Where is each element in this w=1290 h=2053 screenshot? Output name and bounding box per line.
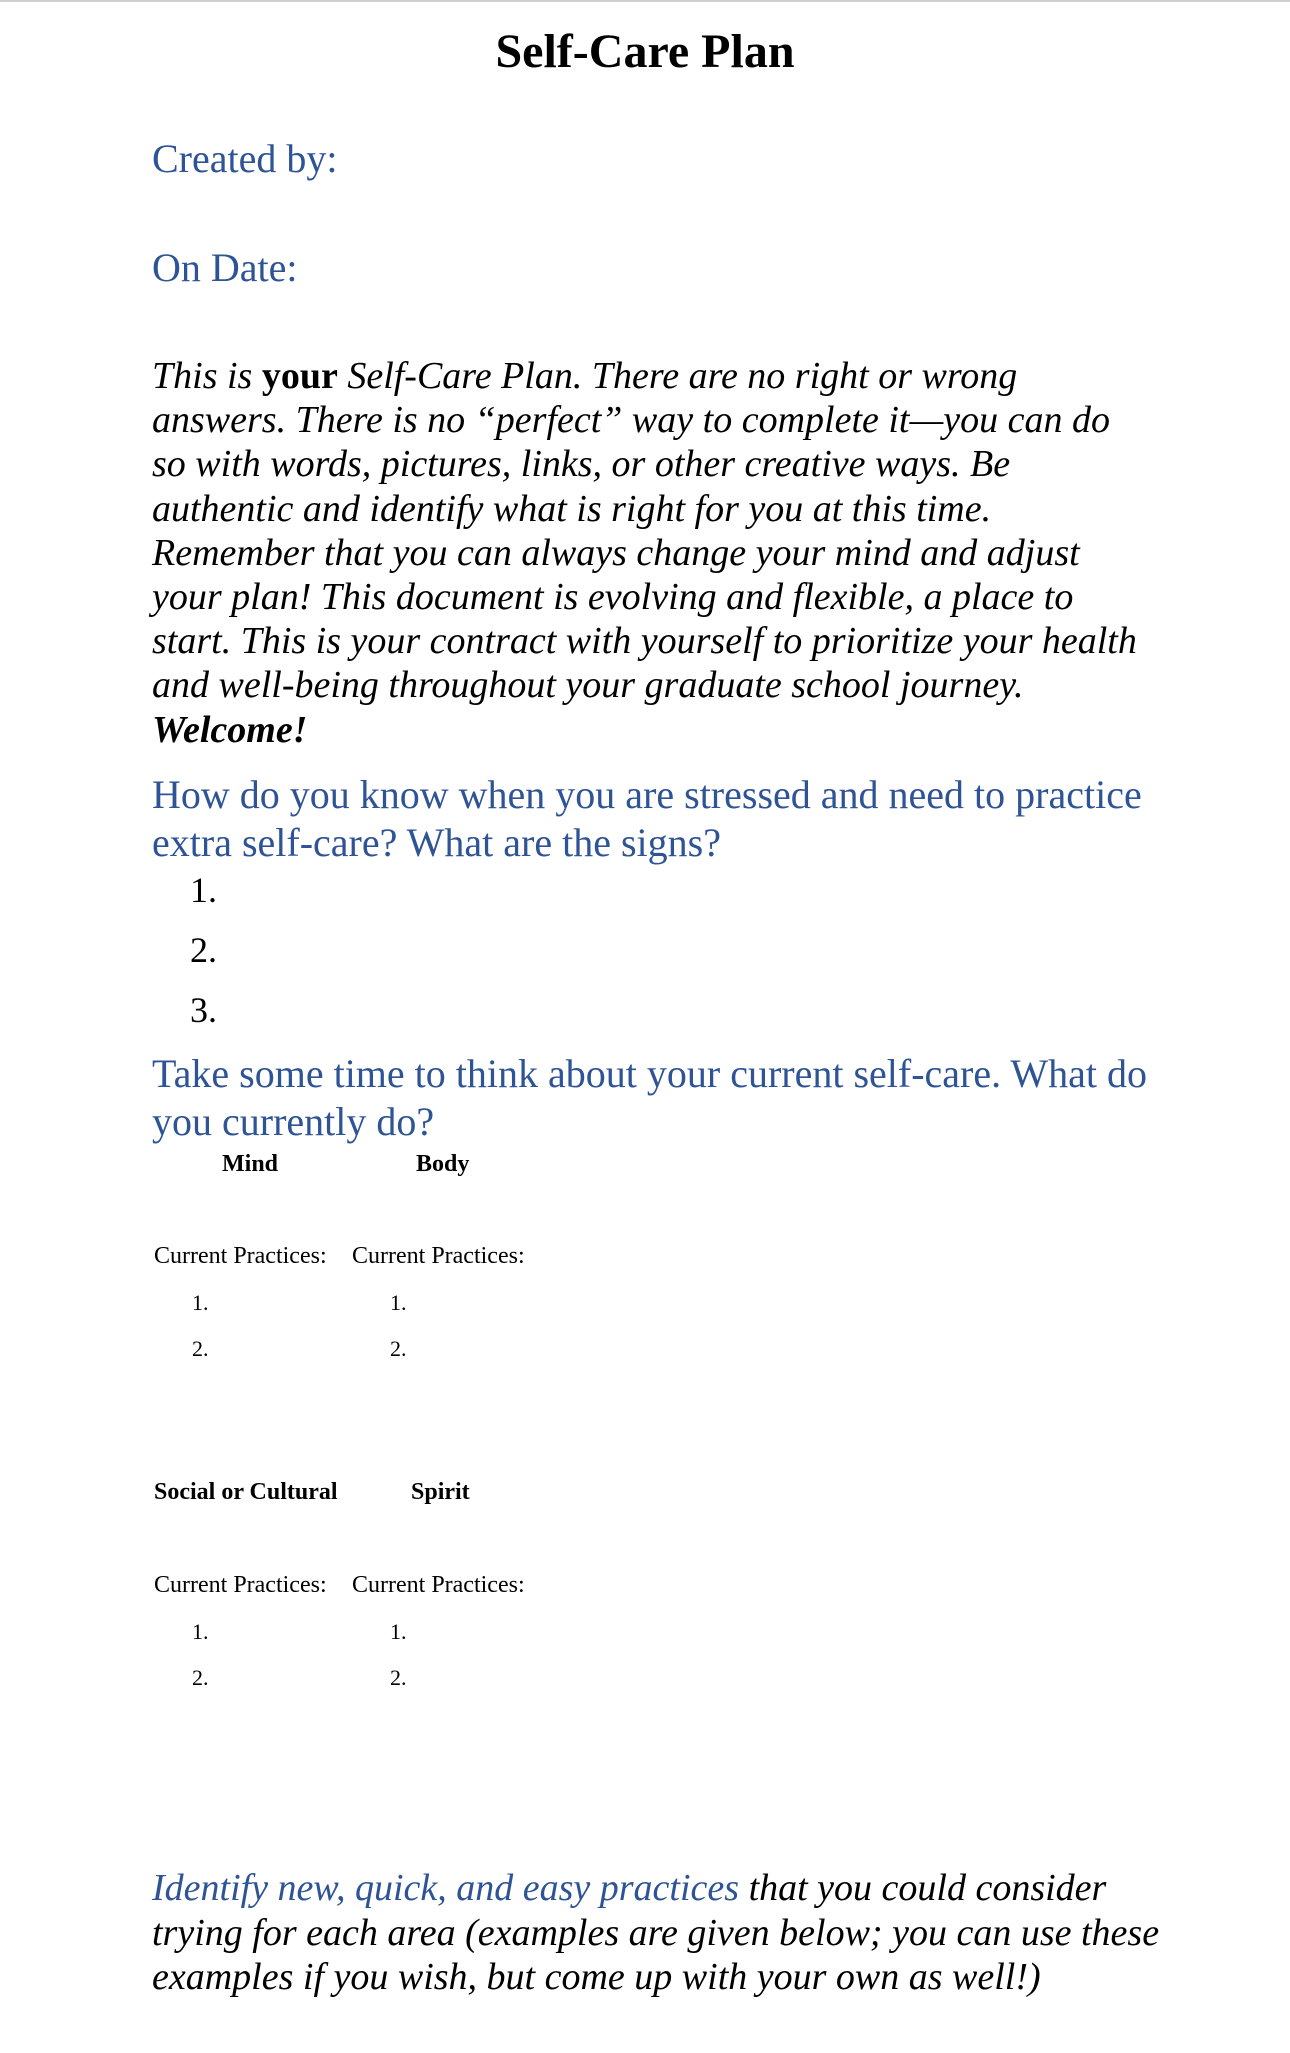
body-practices-list: [390, 1280, 407, 1372]
social-practices-list: [192, 1609, 209, 1701]
list-item: 2.: [192, 1336, 209, 1361]
closing-text: that you could consider trying for each area (examples are given below; you can use these examples if you wish, but come up with your own as well!): [152, 1867, 1160, 1998]
list-item: 2.: [390, 1665, 407, 1690]
current-selfcare-question: Take some time to think about your current self-care. What do you currently do?: [152, 1051, 1148, 1144]
list-item: 1.: [192, 1290, 209, 1315]
social-cultural-heading: Social or Cultural: [154, 1479, 338, 1505]
on-date-label: On Date:: [152, 245, 298, 290]
mind-practices-list: [192, 1280, 209, 1372]
stress-question: How do you know when you are stressed and need to practice extra self-care? What are the signs?: [152, 772, 1142, 865]
created-by-label: Created by:: [152, 136, 338, 181]
intro-emphasis: your: [261, 355, 338, 397]
document-title: Self-Care Plan: [495, 25, 795, 78]
body-current-practices-label: Current Practices:: [352, 1243, 525, 1269]
list-item: 2.: [190, 930, 217, 970]
closing-highlight: Identify new, quick, and easy practices: [152, 1867, 740, 1909]
social-current-practices-label: Current Practices:: [154, 1572, 327, 1598]
list-item: 2.: [192, 1665, 209, 1690]
intro-welcome: Welcome!: [152, 708, 308, 751]
list-item: 3.: [190, 990, 217, 1030]
stress-signs-list: [190, 860, 217, 1040]
list-item: 1.: [192, 1619, 209, 1644]
closing-paragraph: [152, 1866, 1162, 2000]
list-item: 1.: [390, 1619, 407, 1644]
body-heading: Body: [416, 1151, 470, 1177]
list-item: 1.: [390, 1290, 407, 1315]
list-item: 1.: [190, 870, 217, 910]
top-border: [0, 0, 1290, 2]
intro-text-1: This is: [152, 355, 262, 397]
mind-current-practices-label: Current Practices:: [154, 1243, 327, 1269]
intro-paragraph: [152, 354, 1152, 752]
spirit-heading: Spirit: [411, 1479, 470, 1505]
spirit-practices-list: [390, 1609, 407, 1701]
intro-text-2: Self-Care Plan. There are no right or wrong answers. There is no “perfect” way to complete it—you can do so with words, pictures, links, or other creative ways. Be authentic and identify what is right for you at this time. Remember that you can always change your mind and adjust your plan! This document is evolving and flexible, a place to start. This is your contract with yourself to prioritize your health and well-being throughout your graduate school journey.: [152, 355, 1137, 707]
list-item: 2.: [390, 1336, 407, 1361]
mind-heading: Mind: [222, 1151, 279, 1177]
spirit-current-practices-label: Current Practices:: [352, 1572, 525, 1598]
